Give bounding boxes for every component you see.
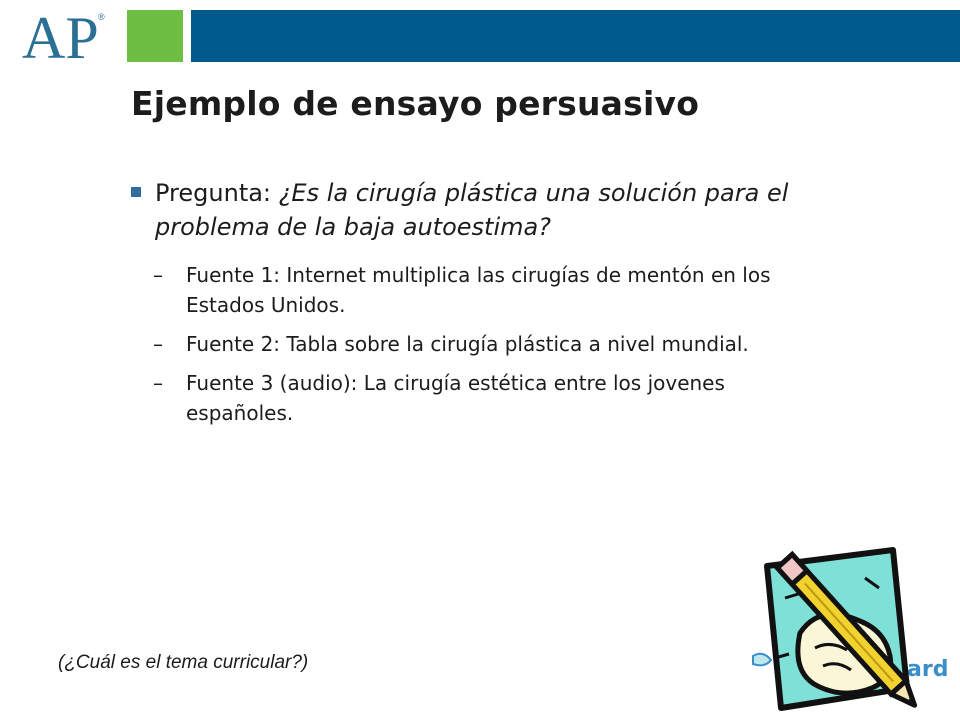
logo-registered-mark: ®: [98, 12, 105, 22]
square-bullet-icon: [131, 187, 141, 197]
slide-title: Ejemplo de ensayo persuasivo: [131, 84, 700, 123]
source-item: [131, 260, 831, 320]
dash-marker: –: [153, 332, 163, 356]
bullet-label: Pregunta:: [155, 179, 279, 207]
bullet-list: [131, 176, 831, 437]
source-text: Fuente 3 (audio): La cirugía estética entre los jovenes españoles.: [186, 371, 725, 425]
ap-logo-icon: [22, 6, 108, 64]
logo-text: AP: [22, 6, 99, 64]
pencil-writing-icon: [745, 538, 960, 720]
source-text: Fuente 1: Internet multiplica las cirugías de mentón en los Estados Unidos.: [186, 263, 771, 317]
header-blue-bar: [191, 10, 960, 62]
pencil-clipart: [745, 538, 960, 720]
ap-logo: [22, 6, 108, 64]
source-item: [131, 329, 831, 359]
dash-marker: –: [153, 371, 163, 395]
curriculum-note: (¿Cuál es el tema curricular?): [58, 652, 309, 673]
partial-logo-text: ard: [907, 657, 949, 682]
source-item: [131, 368, 831, 428]
dash-marker: –: [153, 263, 163, 287]
source-list: [131, 260, 831, 428]
source-text: Fuente 2: Tabla sobre la cirugía plástica a nivel mundial.: [186, 332, 749, 356]
bullet-question: ¿Es la cirugía plástica una solución para el problema de la baja autoestima?: [155, 179, 789, 241]
main-bullet: [131, 176, 831, 244]
header-green-square: [127, 10, 183, 62]
